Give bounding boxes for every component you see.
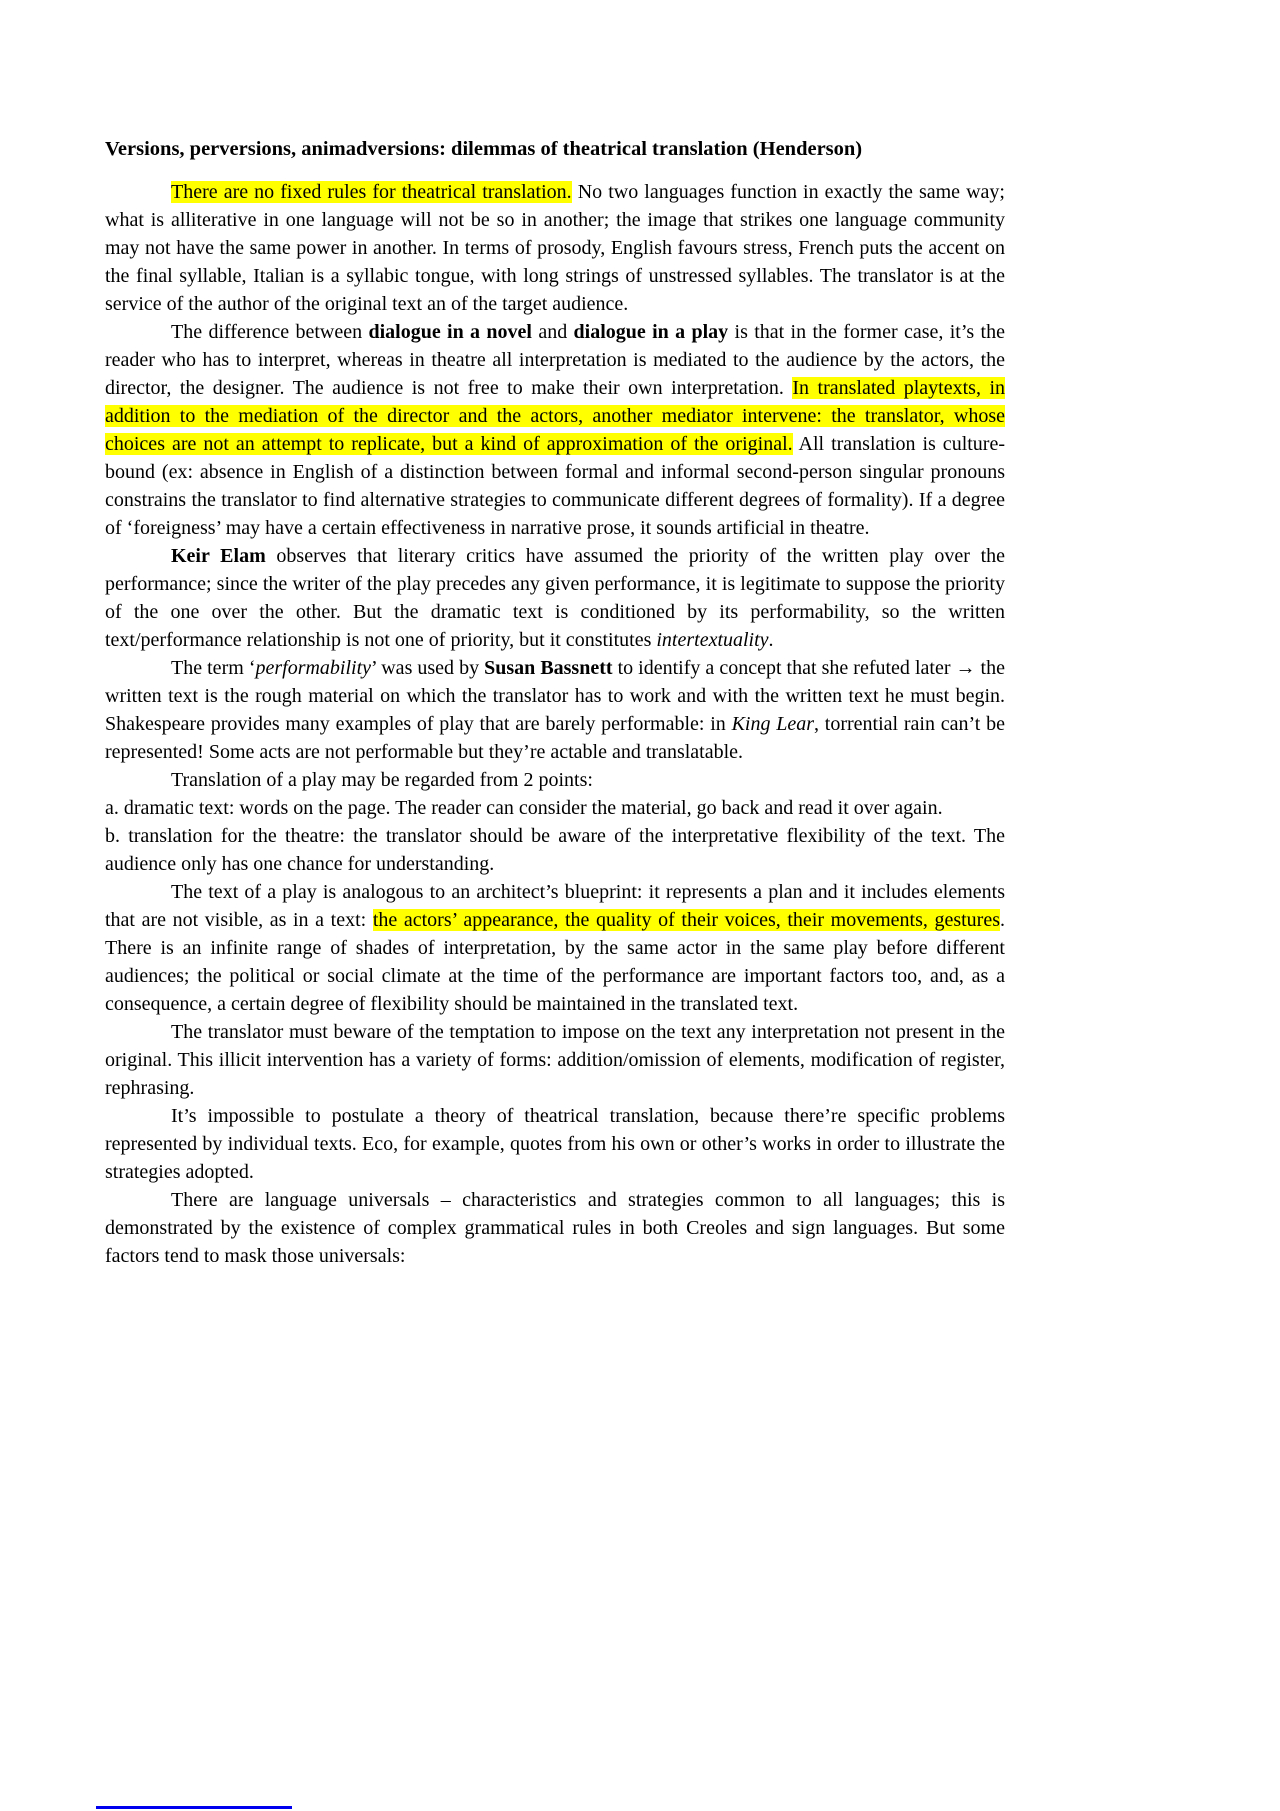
paragraph — [105, 1186, 1005, 1270]
text-run: a. dramatic text: words on the page. The reader can consider the material, go back and read it over again. — [105, 797, 943, 819]
text-run: to identify a concept that she refuted later — [612, 657, 956, 679]
text-run: It’s impossible to postulate a theory of theatrical translation, because there’re specific problems represented by individual texts. Eco, for example, quotes from his own or other’s works in order to illustrate the strategies adopted. — [105, 1105, 1005, 1183]
text-run: performability — [255, 657, 372, 679]
text-run: and — [531, 321, 574, 343]
clipped-hyperlink-line — [96, 1806, 292, 1809]
text-run: King Lear — [731, 713, 815, 735]
text-run: There are language universals – characteristics and strategies common to all languages; this is demonstrated by the existence of complex grammatical rules in both Creoles and sign languages. But some factors tend to mask those universals: — [105, 1189, 1005, 1267]
text-run: dialogue in a play — [573, 321, 729, 343]
paragraph — [105, 542, 1005, 654]
text-run: . — [768, 629, 774, 651]
text-run: intertextuality — [656, 629, 769, 651]
document-title: Versions, perversions, animadversions: dilemmas of theatrical translation (Henderson) — [105, 138, 863, 160]
text-run: Translation of a play may be regarded from 2 points: — [171, 769, 593, 791]
text-run: The translator must beware of the temptation to impose on the text any interpretation not present in the original. This illicit intervention has a variety of forms: addition/omission of elements, modification of register, rephrasing. — [105, 1021, 1005, 1099]
text-run: → — [955, 657, 976, 679]
paragraph — [105, 878, 1005, 1018]
text-run: The difference between — [171, 321, 369, 343]
paragraph — [105, 178, 1005, 318]
text-run: b. translation for the theatre: the translator should be aware of the interpretative flexibility of the text. The audience only has one chance for understanding. — [105, 825, 1005, 875]
document-body — [105, 178, 1005, 1270]
text-run: Susan Bassnett — [484, 657, 613, 679]
paragraph — [105, 318, 1005, 542]
text-run: Keir Elam — [171, 545, 266, 567]
text-run: the written text is the rough material on which the translator has to work and with the written text he must begin. Shakespeare provides many examples of play that are barely performable: in — [105, 657, 1005, 735]
paragraph — [105, 654, 1005, 766]
text-run: dialogue in a novel — [368, 321, 532, 343]
text-run: The text of a play is analogous to an architect’s blueprint: it represents a plan and it includes elements that are not visible, as in a text: — [105, 881, 1005, 931]
paragraph — [105, 766, 1005, 794]
text-run: observes that literary critics have assumed the priority of the written play over the performance; since the writer of the play precedes any given performance, it is legitimate to suppose the priority of the one over the other. But the dramatic text is conditioned by its performability, so the written text/performance relationship is not one of priority, but it constitutes — [105, 545, 1005, 651]
paragraph — [105, 822, 1005, 878]
text-run: No two languages function in exactly the same way; what is alliterative in one language will not be so in another; the image that strikes one language community may not have the same power in another. In terms of prosody, English favours stress, French puts the accent on the final syllable, Italian is a syllabic tongue, with long strings of unstressed syllables. The translator is at the service of the author of the original text an of the target audience. — [105, 181, 1005, 315]
paragraph — [105, 794, 1005, 822]
highlighted-text-run: There are no fixed rules for theatrical translation. — [171, 181, 572, 203]
text-run: The term ‘ — [171, 657, 256, 679]
paragraph — [105, 1102, 1005, 1186]
highlighted-text-run: In translated playtexts, in addition to the mediation of the director and the actors, another mediator intervene: the translator, whose choices are not an attempt to replicate, but a kind of approximation of the original. — [105, 377, 1006, 455]
text-run: is that in the former case, it’s the reader who has to interpret, whereas in theatre all interpretation is mediated to the audience by the actors, the director, the designer. The audience is not free to make their own interpretation. — [105, 321, 1005, 399]
text-run: ’ was used by — [371, 657, 485, 679]
paragraph — [105, 1018, 1005, 1102]
highlighted-text-run: the actors’ appearance, the quality of their voices, their movements, gestures — [372, 909, 1000, 931]
text-run: , torrential rain can’t be represented! Some acts are not performable but they’re actable and translatable. — [105, 713, 1005, 763]
text-run: . There is an infinite range of shades of interpretation, by the same actor in the same play before different audiences; the political or social climate at the time of the performance are important factors too, and, as a consequence, a certain degree of flexibility should be maintained in the translated text. — [105, 909, 1005, 1015]
text-run: All translation is culture-bound (ex: absence in English of a distinction between formal and informal second-person singular pronouns constrains the translator to find alternative strategies to communicate different degrees of formality). If a degree of ‘foreigness’ may have a certain effectiveness in narrative prose, it sounds artificial in theatre. — [105, 433, 1005, 539]
